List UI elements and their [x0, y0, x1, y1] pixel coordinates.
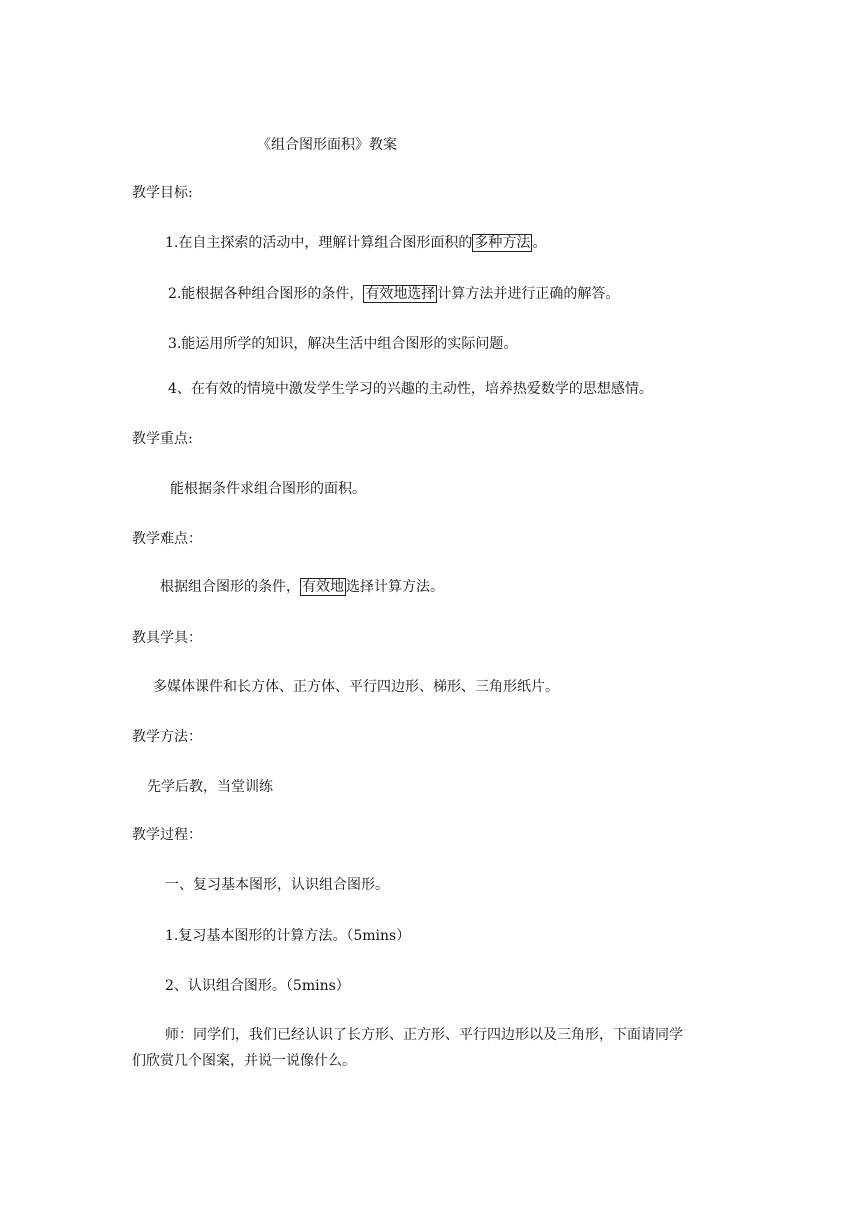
- key-point-text: 能根据条件求组合图形的面积。: [170, 481, 366, 497]
- process-step-2: 2、认识组合图形。（5mins）: [165, 978, 350, 994]
- key-point-heading: 教学重点:: [132, 431, 193, 447]
- process-paragraph-line-2: 们欣赏几个图案，并说一说像什么。: [132, 1053, 356, 1069]
- process-step-1: 1.复习基本图形的计算方法。（5mins）: [165, 928, 411, 944]
- difficulty-text-start: 根据组合图形的条件，: [160, 579, 300, 595]
- method-text: 先学后教，当堂训练: [147, 779, 273, 795]
- method-heading: 教学方法：: [132, 729, 202, 745]
- difficulty-boxed: 有效地: [302, 579, 344, 595]
- difficulty-heading: 教学难点：: [132, 531, 202, 547]
- objective-item-4: 4、在有效的情境中激发学生学习的兴趣的主动性，培养热爱数学的思想感情。: [168, 381, 653, 397]
- objective-item-3: 3.能运用所学的知识，解决生活中组合图形的实际问题。: [168, 336, 518, 352]
- difficulty-text: [160, 577, 444, 597]
- difficulty-text-end: 选择计算方法。: [346, 579, 444, 595]
- objective-item-2-end: 计算方法并进行正确的解答。: [437, 286, 620, 302]
- objective-item-2-boxed: 有效地选择: [365, 286, 436, 302]
- objective-item-1-boxed: 多种方法: [474, 235, 531, 251]
- objective-item-1: [165, 233, 546, 253]
- process-section-1: 一、复习基本图形，认识组合图形。: [165, 877, 389, 893]
- objective-item-2-text: 2.能根据各种组合图形的条件，: [168, 286, 364, 302]
- tools-heading: 教具学具：: [132, 630, 202, 646]
- objective-item-1-end: 。: [532, 235, 547, 251]
- objectives-heading: 教学目标:: [132, 185, 193, 201]
- document-title: 《组合图形面积》教案: [257, 137, 397, 153]
- objective-item-2: [168, 284, 619, 304]
- tools-text: 多媒体课件和长方体、正方体、平行四边形、梯形、三角形纸片。: [153, 679, 559, 695]
- process-paragraph-line-1: 师：同学们，我们已经认识了长方形、正方形、平行四边形以及三角形，下面请同学: [165, 1027, 683, 1043]
- objective-item-1-text: 1.在自主探索的活动中，理解计算组合图形面积的: [165, 235, 473, 251]
- process-heading: 教学过程：: [132, 827, 202, 843]
